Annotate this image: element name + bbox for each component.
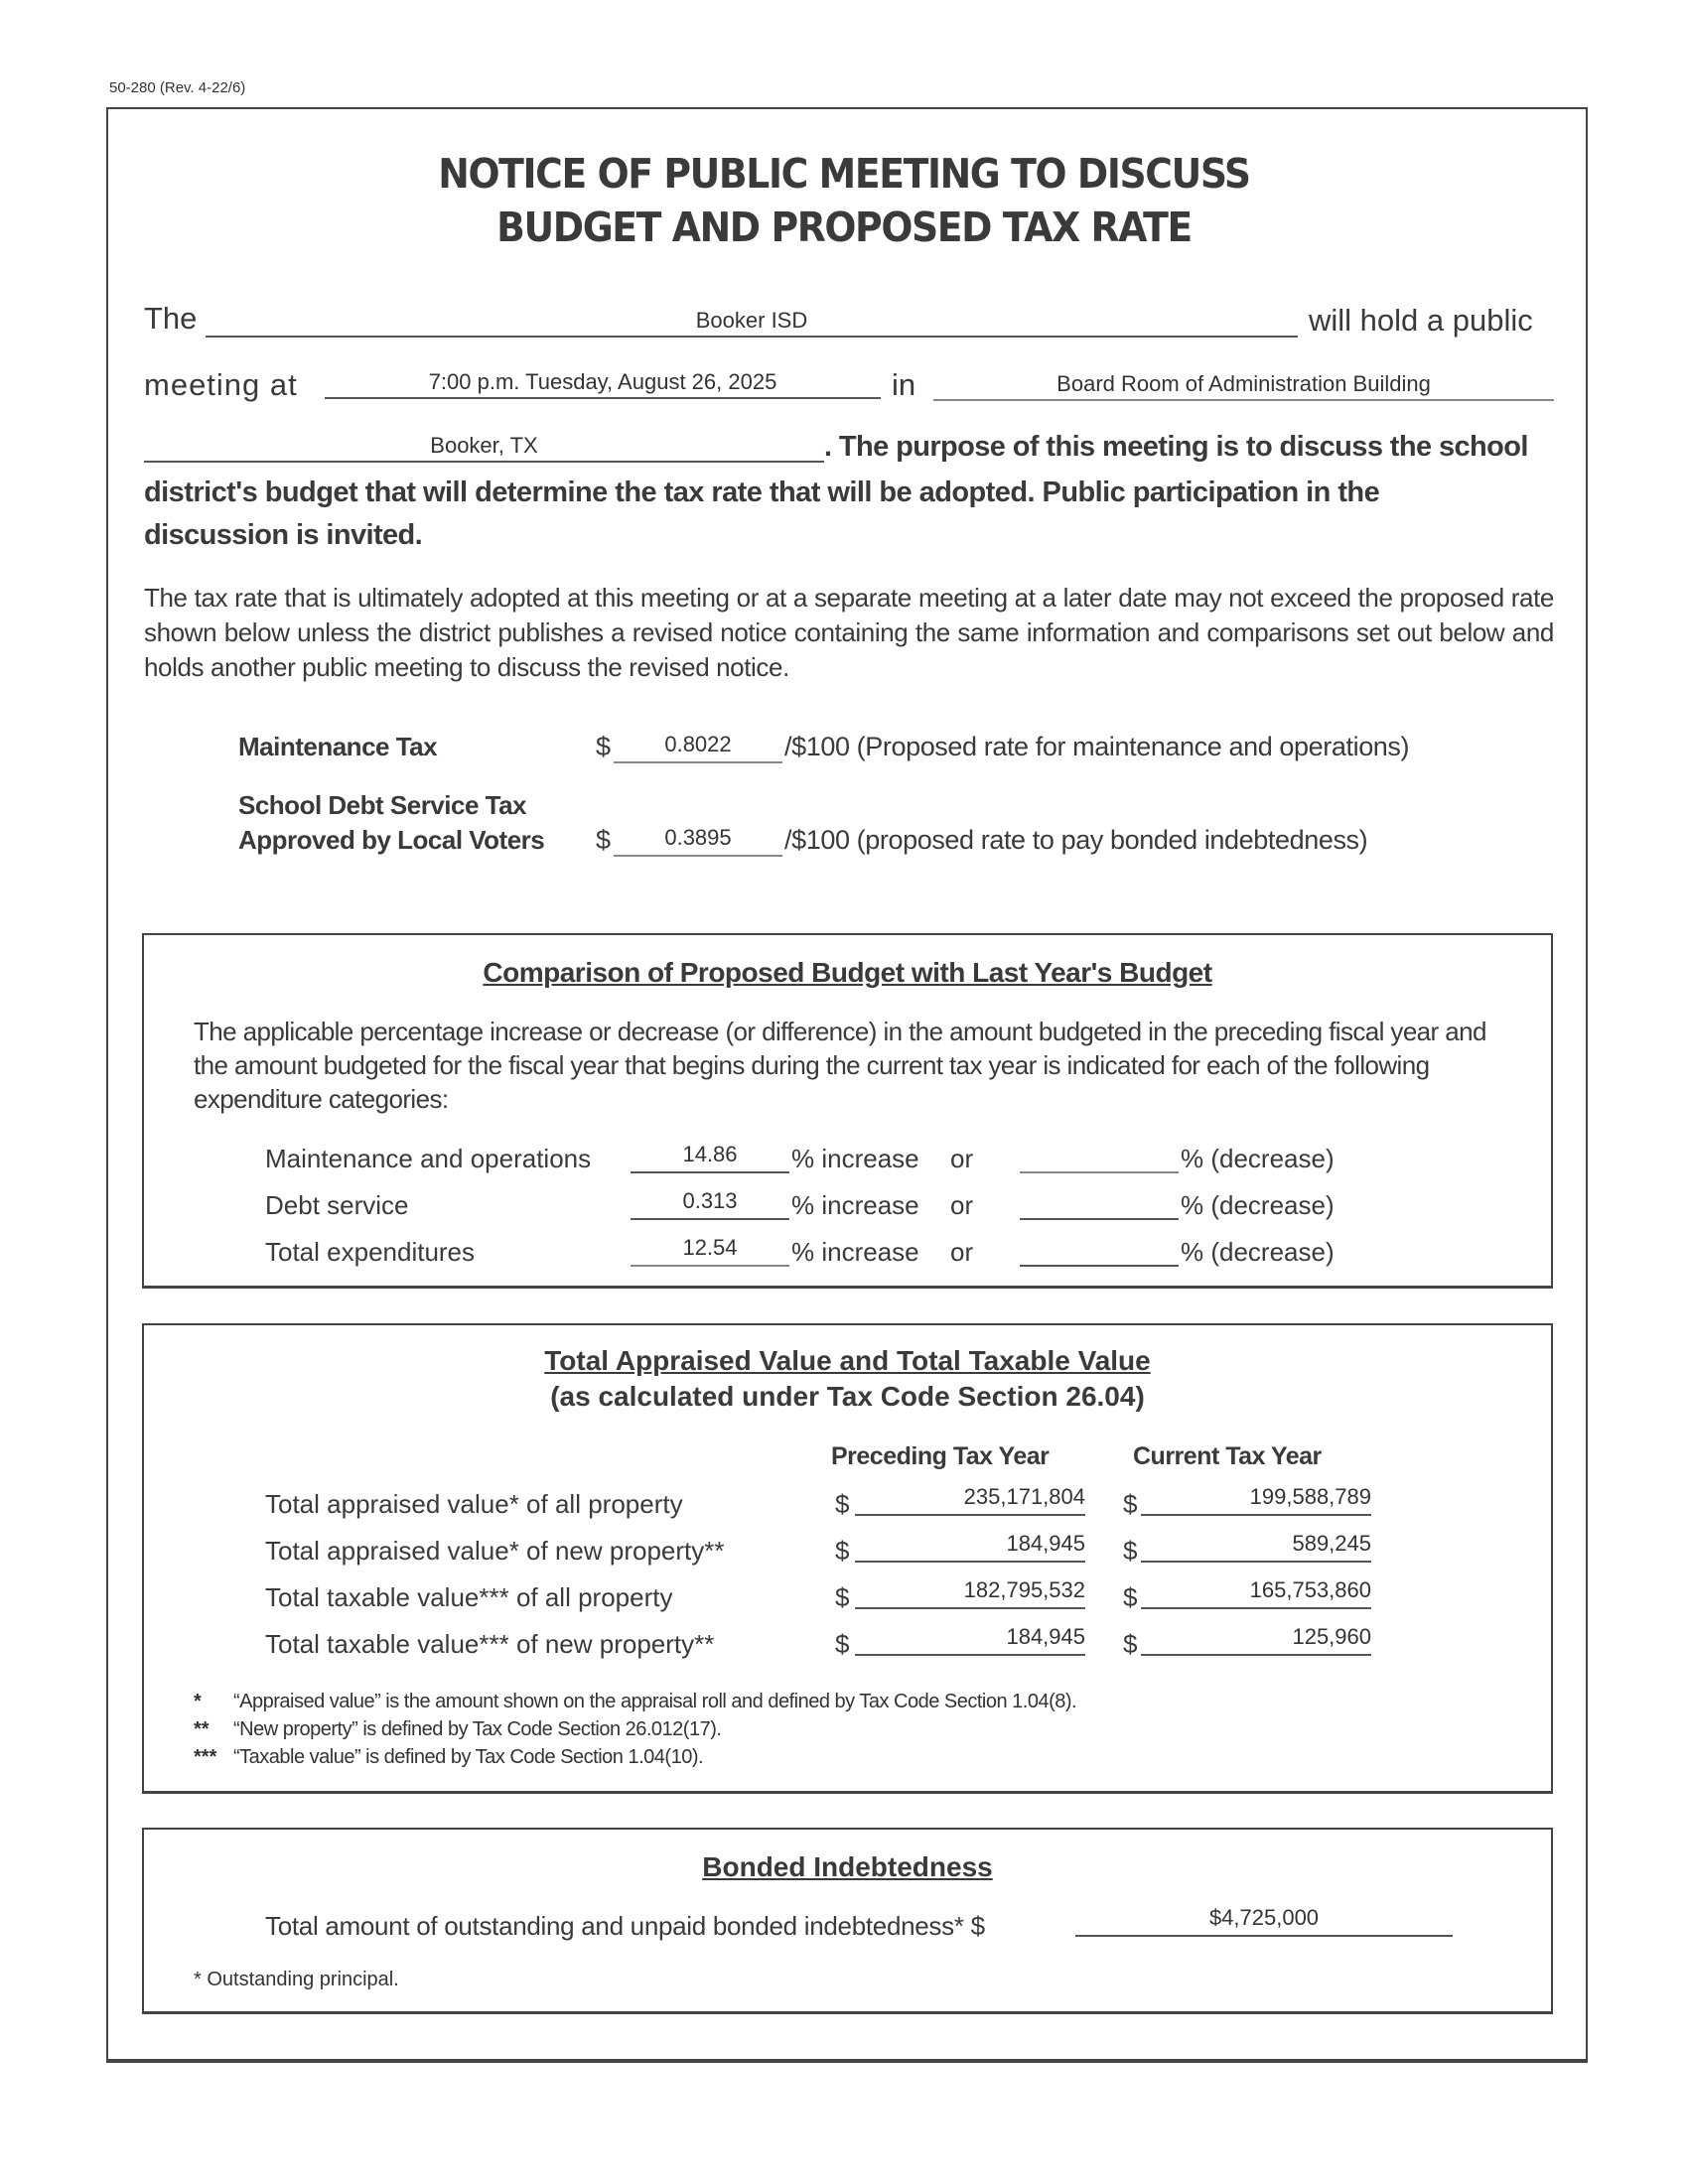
currency-sign: $ bbox=[835, 1582, 850, 1612]
debt-currency: $ bbox=[596, 825, 612, 855]
debt-tax-label-2: Approved by Local Voters bbox=[238, 825, 545, 855]
current-value[interactable]: 199,588,789 bbox=[1141, 1484, 1371, 1516]
footnote-mark: ** bbox=[194, 1718, 210, 1740]
form-number: 50-280 (Rev. 4-22/6) bbox=[109, 79, 246, 96]
bonded-label: Total amount of outstanding and unpaid bonded indebtedness* $ bbox=[265, 1911, 985, 1941]
or-label: or bbox=[950, 1144, 974, 1173]
increase-suffix: % increase bbox=[791, 1237, 919, 1267]
meeting-city-field[interactable]: Booker, TX bbox=[144, 433, 824, 463]
maintenance-rate-desc: /$100 (Proposed rate for maintenance and operations) bbox=[784, 732, 1410, 761]
or-label: or bbox=[950, 1190, 974, 1220]
purpose-line-2: district's budget that will determine the tax rate that will be adopted. Public participation in the bbox=[144, 477, 1380, 508]
currency-sign: $ bbox=[1123, 1582, 1138, 1612]
budget-comparison-box bbox=[142, 933, 1553, 1289]
increase-suffix: % increase bbox=[791, 1190, 919, 1220]
currency-sign: $ bbox=[835, 1489, 850, 1519]
the-label: The bbox=[144, 301, 198, 336]
budget-comparison-description: The applicable percentage increase or decrease (or difference) in the amount budgeted in the preceding fiscal year and the amount budgeted for the fiscal year that begins during the current tax year is indicated for each of the following expenditure categories: bbox=[194, 1017, 1486, 1114]
decrease-suffix: % (decrease) bbox=[1181, 1190, 1335, 1220]
bonded-heading: Bonded Indebtedness bbox=[702, 1851, 993, 1882]
currency-sign: $ bbox=[835, 1536, 850, 1566]
debt-tax-label-1: School Debt Service Tax bbox=[238, 790, 527, 820]
title-line-1: NOTICE OF PUBLIC MEETING TO DISCUSS bbox=[438, 150, 1250, 198]
currency-sign: $ bbox=[1123, 1629, 1138, 1659]
preceding-value[interactable]: 182,795,532 bbox=[855, 1577, 1085, 1609]
budget-increase-field[interactable]: 14.86 bbox=[631, 1142, 789, 1173]
debt-rate-field[interactable]: 0.3895 bbox=[614, 825, 782, 857]
title-line-2: BUDGET AND PROPOSED TAX RATE bbox=[496, 204, 1192, 251]
bonded-footnote: * Outstanding principal. bbox=[194, 1969, 399, 1990]
preceding-value[interactable]: 184,945 bbox=[855, 1624, 1085, 1656]
values-heading: Total Appraised Value and Total Taxable Value bbox=[544, 1345, 1151, 1376]
footnote-mark: * bbox=[194, 1691, 202, 1712]
will-hold-label: will hold a public bbox=[1309, 303, 1533, 338]
decrease-suffix: % (decrease) bbox=[1181, 1237, 1335, 1267]
currency-sign: $ bbox=[1123, 1536, 1138, 1566]
values-row-label: Total appraised value* of new property** bbox=[265, 1536, 725, 1566]
purpose-line-1: . The purpose of this meeting is to discuss the school bbox=[824, 431, 1528, 463]
currency-sign: $ bbox=[835, 1629, 850, 1659]
values-row-label: Total taxable value*** of new property** bbox=[265, 1629, 715, 1659]
district-name-field[interactable]: Booker ISD bbox=[206, 308, 1298, 338]
values-row-label: Total taxable value*** of all property bbox=[265, 1582, 673, 1612]
values-row-label: Total appraised value* of all property bbox=[265, 1489, 683, 1519]
budget-comparison-heading: Comparison of Proposed Budget with Last Year's Budget bbox=[483, 957, 1212, 988]
footnote-mark: *** bbox=[194, 1746, 217, 1768]
budget-row-label: Total expenditures bbox=[265, 1237, 476, 1267]
decrease-suffix: % (decrease) bbox=[1181, 1144, 1335, 1173]
preceding-value[interactable]: 235,171,804 bbox=[855, 1484, 1085, 1516]
meeting-at-label: meeting at bbox=[144, 367, 298, 402]
appraised-values-box bbox=[142, 1323, 1553, 1794]
currency-sign: $ bbox=[1123, 1489, 1138, 1519]
bonded-value-field[interactable]: $4,725,000 bbox=[1075, 1905, 1453, 1937]
footnote-text: “Taxable value” is defined by Tax Code Section 1.04(10). bbox=[233, 1746, 704, 1768]
page-title bbox=[68, 147, 1620, 254]
or-label: or bbox=[950, 1237, 974, 1267]
budget-decrease-field[interactable] bbox=[1020, 1142, 1179, 1173]
maintenance-currency: $ bbox=[596, 732, 612, 761]
meeting-time-field[interactable]: 7:00 p.m. Tuesday, August 26, 2025 bbox=[325, 369, 881, 399]
budget-decrease-field[interactable] bbox=[1020, 1235, 1179, 1267]
footnote-text: “Appraised value” is the amount shown on the appraisal roll and defined by Tax Code Section 1.04(8). bbox=[233, 1691, 1077, 1712]
maintenance-rate-field[interactable]: 0.8022 bbox=[614, 732, 782, 763]
current-value[interactable]: 589,245 bbox=[1141, 1531, 1371, 1563]
col-preceding-header: Preceding Tax Year bbox=[831, 1442, 1050, 1470]
current-value[interactable]: 125,960 bbox=[1141, 1624, 1371, 1656]
debt-rate-desc: /$100 (proposed rate to pay bonded indebtedness) bbox=[784, 825, 1368, 855]
in-label: in bbox=[892, 367, 916, 402]
increase-suffix: % increase bbox=[791, 1144, 919, 1173]
footnote-text: “New property” is defined by Tax Code Section 26.012(17). bbox=[233, 1718, 722, 1740]
values-subheading: (as calculated under Tax Code Section 26.04) bbox=[550, 1381, 1145, 1412]
purpose-line-3: discussion is invited. bbox=[144, 519, 423, 551]
budget-row-label: Debt service bbox=[265, 1190, 409, 1220]
budget-increase-field[interactable]: 0.313 bbox=[631, 1188, 789, 1220]
budget-decrease-field[interactable] bbox=[1020, 1188, 1179, 1220]
budget-row-label: Maintenance and operations bbox=[265, 1144, 592, 1173]
budget-increase-field[interactable]: 12.54 bbox=[631, 1235, 789, 1267]
meeting-place-field[interactable]: Board Room of Administration Building bbox=[933, 371, 1554, 401]
preceding-value[interactable]: 184,945 bbox=[855, 1531, 1085, 1563]
col-current-header: Current Tax Year bbox=[1133, 1442, 1322, 1470]
current-value[interactable]: 165,753,860 bbox=[1141, 1577, 1371, 1609]
maintenance-tax-label: Maintenance Tax bbox=[238, 732, 438, 761]
rate-paragraph: The tax rate that is ultimately adopted at this meeting or at a separate meeting at a later date may not exceed the proposed rate shown below unless the district publishes a revised notice containing the same information and comparisons set out below and holds another public meeting to discuss the revised notice. bbox=[144, 583, 1554, 682]
bonded-indebtedness-box bbox=[142, 1828, 1553, 2014]
